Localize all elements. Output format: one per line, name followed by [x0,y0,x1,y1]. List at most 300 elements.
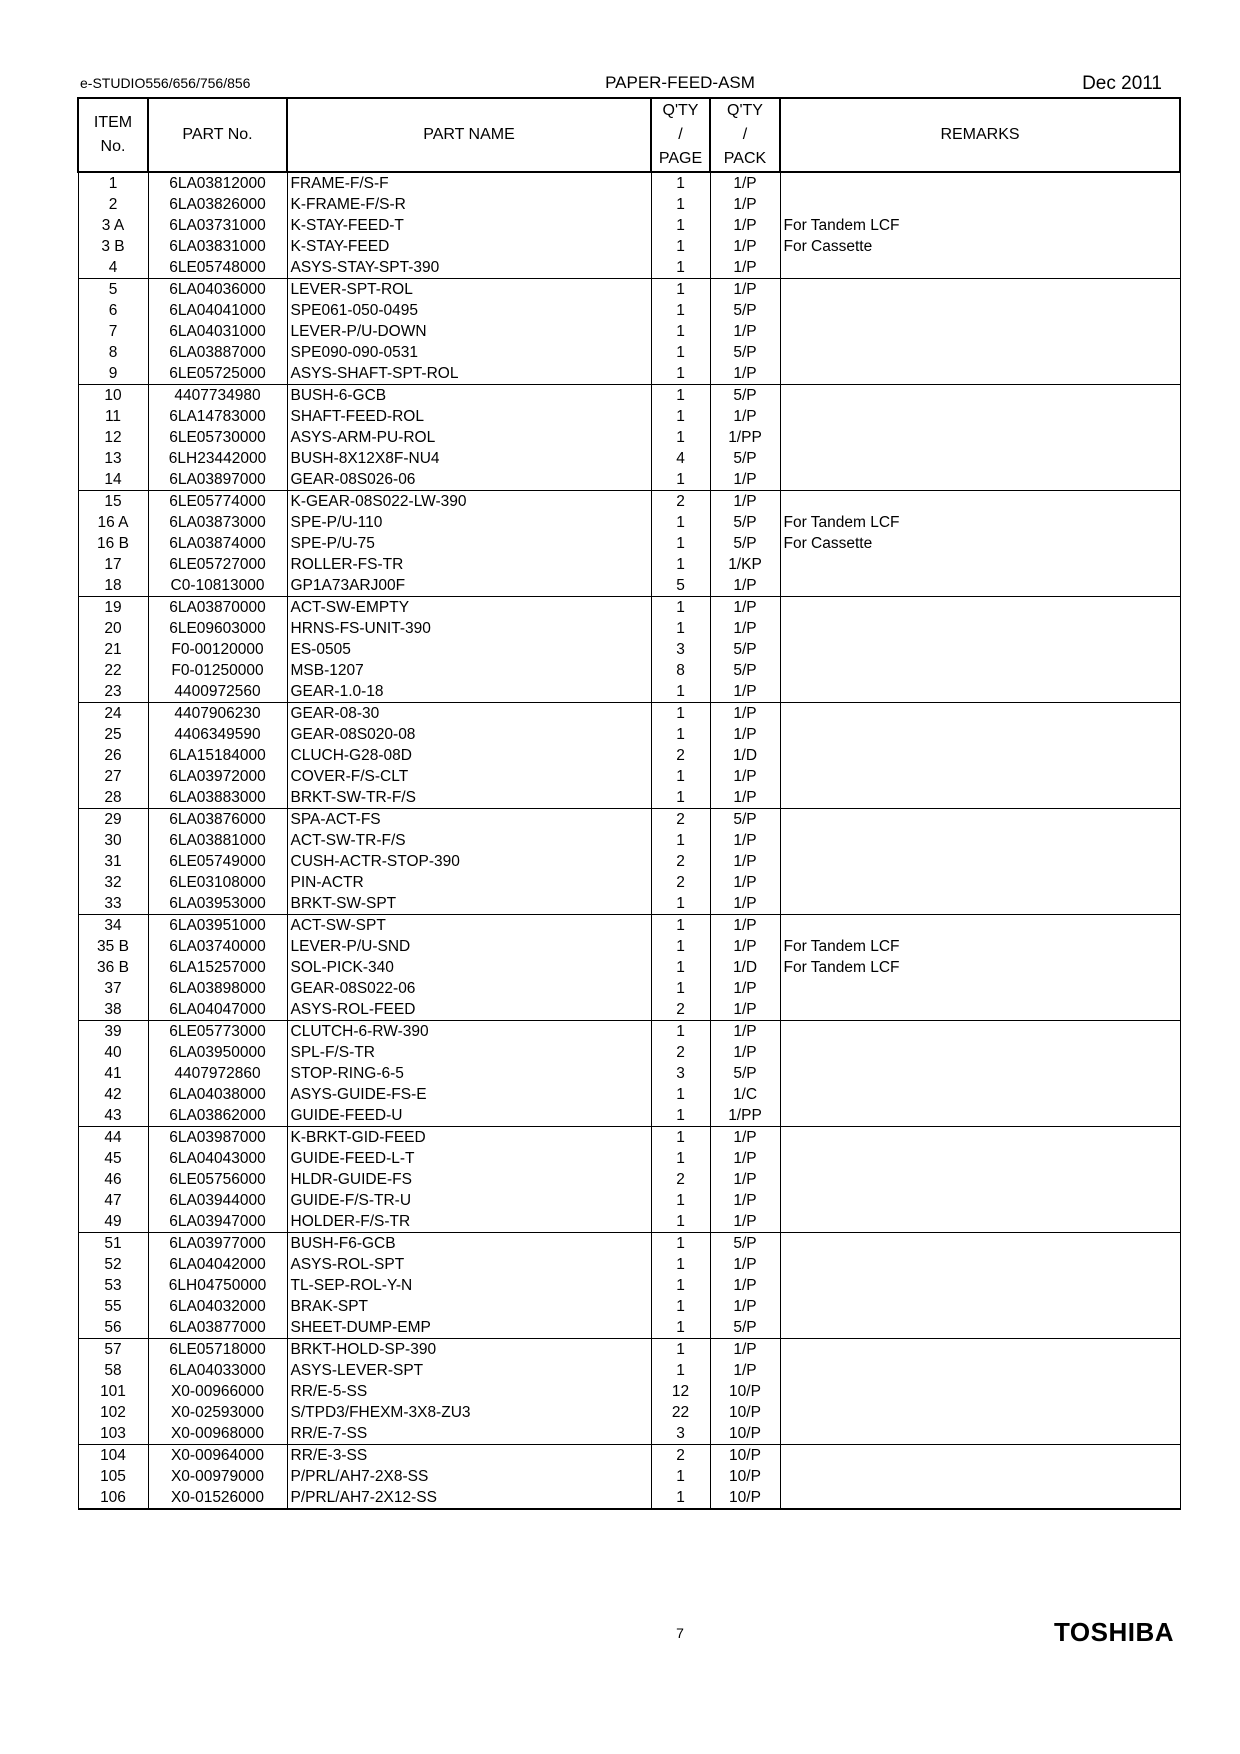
section-title: PAPER-FEED-ASM [605,73,755,92]
table-row [78,448,1180,469]
table-row [78,618,1180,639]
cell-item-no: 15 [78,491,148,513]
cell-part-no: 6LE05749000 [148,851,287,872]
table-row [78,1360,1180,1381]
col-header-item [78,98,148,172]
cell-part-name: GUIDE-FEED-U [287,1105,651,1127]
table-row [78,1042,1180,1063]
table-row [78,936,1180,957]
col-header-qty-pack [710,98,780,172]
cell-qty-pack: 1/P [710,279,780,301]
cell-part-no: 6LE05730000 [148,427,287,448]
cell-remarks [780,575,1180,597]
cell-part-no: 6LA03953000 [148,893,287,915]
cell-part-no: 6LE03108000 [148,872,287,893]
cell-remarks [780,766,1180,787]
cell-qty-pack: 1/P [710,491,780,513]
cell-item-no: 5 [78,279,148,301]
cell-part-name: SPE090-090-0531 [287,342,651,363]
cell-part-no: 6LA03870000 [148,597,287,619]
cell-qty-page: 1 [651,1466,710,1487]
cell-qty-pack: 1/P [710,1127,780,1149]
cell-qty-page: 1 [651,236,710,257]
cell-remarks [780,1339,1180,1361]
table-row [78,385,1180,407]
cell-part-name: ACT-SW-TR-F/S [287,830,651,851]
cell-qty-pack: 10/P [710,1402,780,1423]
table-row [78,512,1180,533]
cell-part-no: X0-02593000 [148,1402,287,1423]
cell-qty-pack: 1/P [710,597,780,619]
cell-qty-pack: 10/P [710,1466,780,1487]
cell-remarks [780,279,1180,301]
cell-remarks [780,469,1180,491]
cell-qty-page: 1 [651,1487,710,1509]
cell-remarks [780,618,1180,639]
cell-part-no: 6LA03898000 [148,978,287,999]
cell-part-name: SHAFT-FEED-ROL [287,406,651,427]
cell-item-no: 30 [78,830,148,851]
cell-part-name: ASYS-STAY-SPT-390 [287,257,651,279]
cell-part-no: 6LA03826000 [148,194,287,215]
cell-qty-page: 1 [651,1190,710,1211]
cell-part-no: 6LA03897000 [148,469,287,491]
cell-qty-page: 1 [651,342,710,363]
cell-qty-pack: 5/P [710,385,780,407]
table-body [78,172,1180,1509]
cell-qty-pack: 1/P [710,321,780,342]
cell-item-no: 2 [78,194,148,215]
table-row [78,1190,1180,1211]
cell-remarks [780,554,1180,575]
cell-part-no: 6LA03881000 [148,830,287,851]
cell-qty-pack: 5/P [710,342,780,363]
cell-qty-page: 1 [651,978,710,999]
cell-qty-page: 1 [651,830,710,851]
cell-remarks [780,1254,1180,1275]
cell-part-name: SPE-P/U-75 [287,533,651,554]
cell-qty-page: 2 [651,491,710,513]
cell-remarks [780,1190,1180,1211]
table-header [78,98,1180,172]
cell-qty-page: 1 [651,1233,710,1255]
cell-item-no: 53 [78,1275,148,1296]
cell-item-no: 37 [78,978,148,999]
cell-part-no: X0-00979000 [148,1466,287,1487]
cell-item-no: 51 [78,1233,148,1255]
cell-qty-page: 8 [651,660,710,681]
table-row [78,639,1180,660]
cell-qty-page: 1 [651,936,710,957]
page-number: 7 [676,1625,684,1641]
cell-qty-page: 1 [651,1254,710,1275]
table-row [78,1275,1180,1296]
cell-item-no: 46 [78,1169,148,1190]
table-row [78,787,1180,809]
table-row [78,427,1180,448]
cell-remarks [780,385,1180,407]
table-row [78,194,1180,215]
cell-qty-pack: 1/P [710,1169,780,1190]
cell-qty-pack: 1/P [710,1211,780,1233]
cell-remarks [780,999,1180,1021]
cell-qty-pack: 5/P [710,533,780,554]
cell-part-no: 6LH23442000 [148,448,287,469]
cell-qty-pack: 1/P [710,787,780,809]
cell-part-name: TL-SEP-ROL-Y-N [287,1275,651,1296]
cell-qty-pack: 1/PP [710,1105,780,1127]
cell-part-name: P/PRL/AH7-2X8-SS [287,1466,651,1487]
table-row [78,915,1180,937]
cell-part-name: GEAR-08-30 [287,703,651,725]
table-row [78,1445,1180,1467]
cell-part-no: 4407734980 [148,385,287,407]
cell-qty-page: 1 [651,469,710,491]
col-header-part-no: PART No. [148,98,287,172]
table-row [78,766,1180,787]
cell-qty-page: 1 [651,406,710,427]
cell-item-no: 55 [78,1296,148,1317]
cell-remarks [780,1402,1180,1423]
cell-part-name: SPE-P/U-110 [287,512,651,533]
cell-part-name: ACT-SW-EMPTY [287,597,651,619]
cell-item-no: 105 [78,1466,148,1487]
cell-qty-page: 22 [651,1402,710,1423]
cell-remarks [780,745,1180,766]
cell-qty-page: 1 [651,385,710,407]
cell-remarks: For Cassette [780,236,1180,257]
cell-part-no: 6LE05718000 [148,1339,287,1361]
cell-part-no: 6LH04750000 [148,1275,287,1296]
table-row [78,321,1180,342]
cell-part-name: BRKT-SW-SPT [287,893,651,915]
cell-part-name: S/TPD3/FHEXM-3X8-ZU3 [287,1402,651,1423]
cell-qty-pack: 1/P [710,194,780,215]
cell-qty-page: 1 [651,703,710,725]
cell-item-no: 102 [78,1402,148,1423]
cell-item-no: 38 [78,999,148,1021]
cell-remarks [780,194,1180,215]
cell-qty-pack: 1/P [710,872,780,893]
table-row [78,703,1180,725]
cell-item-no: 10 [78,385,148,407]
cell-item-no: 29 [78,809,148,831]
cell-remarks: For Cassette [780,533,1180,554]
table-row [78,491,1180,513]
cell-item-no: 17 [78,554,148,575]
table-row [78,957,1180,978]
cell-part-name: K-STAY-FEED [287,236,651,257]
cell-remarks [780,639,1180,660]
table-row [78,745,1180,766]
cell-item-no: 3 A [78,215,148,236]
cell-part-name: ASYS-ARM-PU-ROL [287,427,651,448]
cell-part-name: GEAR-1.0-18 [287,681,651,703]
cell-part-no: 6LA03876000 [148,809,287,831]
cell-part-no: F0-00120000 [148,639,287,660]
table-row [78,1466,1180,1487]
cell-item-no: 106 [78,1487,148,1509]
cell-part-name: ASYS-ROL-SPT [287,1254,651,1275]
cell-item-no: 22 [78,660,148,681]
table-row [78,830,1180,851]
cell-qty-page: 2 [651,999,710,1021]
cell-part-name: RR/E-7-SS [287,1423,651,1445]
cell-remarks [780,300,1180,321]
cell-qty-pack: 1/C [710,1084,780,1105]
cell-part-no: 6LA03873000 [148,512,287,533]
cell-part-name: BRKT-HOLD-SP-390 [287,1339,651,1361]
cell-qty-page: 1 [651,787,710,809]
cell-qty-page: 1 [651,172,710,194]
cell-qty-pack: 1/P [710,575,780,597]
cell-part-no: X0-00964000 [148,1445,287,1467]
cell-part-no: 4407906230 [148,703,287,725]
cell-part-no: X0-00968000 [148,1423,287,1445]
cell-qty-pack: 10/P [710,1423,780,1445]
cell-item-no: 40 [78,1042,148,1063]
cell-qty-pack: 1/P [710,978,780,999]
table-row [78,809,1180,831]
cell-part-name: RR/E-5-SS [287,1381,651,1402]
cell-qty-pack: 10/P [710,1381,780,1402]
cell-item-no: 8 [78,342,148,363]
cell-part-name: SPE061-050-0495 [287,300,651,321]
cell-part-no: 6LA03883000 [148,787,287,809]
cell-part-name: MSB-1207 [287,660,651,681]
cell-qty-pack: 1/P [710,915,780,937]
cell-part-name: STOP-RING-6-5 [287,1063,651,1084]
cell-item-no: 49 [78,1211,148,1233]
cell-part-no: 6LE05727000 [148,554,287,575]
cell-part-no: 6LA04033000 [148,1360,287,1381]
cell-qty-pack: 1/P [710,724,780,745]
cell-item-no: 12 [78,427,148,448]
cell-part-no: 6LE05774000 [148,491,287,513]
cell-qty-page: 5 [651,575,710,597]
cell-part-no: 6LA03947000 [148,1211,287,1233]
cell-part-no: 6LA03977000 [148,1233,287,1255]
table-row [78,575,1180,597]
table-row [78,1254,1180,1275]
table-row [78,1211,1180,1233]
cell-part-no: 6LA03987000 [148,1127,287,1149]
cell-qty-page: 1 [651,1211,710,1233]
cell-item-no: 21 [78,639,148,660]
cell-part-name: P/PRL/AH7-2X12-SS [287,1487,651,1509]
cell-qty-page: 1 [651,766,710,787]
cell-remarks [780,597,1180,619]
cell-qty-pack: 5/P [710,660,780,681]
cell-part-no: 6LA04036000 [148,279,287,301]
table-row [78,1084,1180,1105]
cell-part-no: 4400972560 [148,681,287,703]
cell-remarks [780,1423,1180,1445]
cell-qty-pack: 1/P [710,1254,780,1275]
cell-qty-pack: 1/P [710,172,780,194]
cell-qty-page: 1 [651,1021,710,1043]
cell-item-no: 1 [78,172,148,194]
cell-item-no: 14 [78,469,148,491]
cell-part-no: 6LA03887000 [148,342,287,363]
cell-qty-pack: 1/P [710,236,780,257]
cell-remarks [780,1360,1180,1381]
col-header-remarks: REMARKS [780,98,1180,172]
cell-qty-page: 1 [651,681,710,703]
cell-part-name: ASYS-ROL-FEED [287,999,651,1021]
cell-part-no: 6LA04032000 [148,1296,287,1317]
cell-item-no: 43 [78,1105,148,1127]
revision-date: Dec 2011 [1082,73,1162,94]
cell-qty-page: 1 [651,257,710,279]
cell-item-no: 44 [78,1127,148,1149]
table-row [78,342,1180,363]
cell-qty-page: 1 [651,300,710,321]
cell-remarks [780,1275,1180,1296]
cell-part-name: HLDR-GUIDE-FS [287,1169,651,1190]
cell-remarks [780,1296,1180,1317]
table-row [78,236,1180,257]
table-row [78,660,1180,681]
cell-part-name: GP1A73ARJ00F [287,575,651,597]
cell-remarks [780,660,1180,681]
cell-part-name: SPA-ACT-FS [287,809,651,831]
cell-qty-page: 1 [651,1148,710,1169]
table-row [78,893,1180,915]
cell-remarks [780,1105,1180,1127]
cell-remarks [780,809,1180,831]
cell-part-no: 6LA03812000 [148,172,287,194]
cell-item-no: 20 [78,618,148,639]
table-row [78,597,1180,619]
cell-qty-pack: 5/P [710,639,780,660]
cell-qty-pack: 1/P [710,893,780,915]
cell-qty-page: 1 [651,215,710,236]
cell-part-no: 6LA04041000 [148,300,287,321]
col-header-item-l1: ITEM [93,114,133,131]
cell-part-no: 6LA04047000 [148,999,287,1021]
cell-part-name: GEAR-08S020-08 [287,724,651,745]
cell-item-no: 25 [78,724,148,745]
cell-remarks [780,406,1180,427]
cell-part-name: K-BRKT-GID-FEED [287,1127,651,1149]
cell-remarks [780,1211,1180,1233]
cell-qty-page: 3 [651,1063,710,1084]
col-header-qty-pack-l3: PACK [723,150,767,167]
cell-item-no: 39 [78,1021,148,1043]
cell-qty-pack: 1/P [710,215,780,236]
col-header-qty-page [651,98,710,172]
cell-qty-pack: 1/P [710,257,780,279]
cell-part-no: 6LE05725000 [148,363,287,385]
cell-item-no: 9 [78,363,148,385]
cell-remarks [780,491,1180,513]
cell-item-no: 4 [78,257,148,279]
cell-qty-pack: 1/P [710,1148,780,1169]
cell-part-name: ACT-SW-SPT [287,915,651,937]
cell-qty-page: 2 [651,745,710,766]
cell-remarks [780,915,1180,937]
cell-qty-page: 1 [651,533,710,554]
cell-qty-page: 1 [651,427,710,448]
cell-part-name: BUSH-6-GCB [287,385,651,407]
cell-qty-pack: 1/P [710,1021,780,1043]
cell-item-no: 52 [78,1254,148,1275]
cell-part-name: SHEET-DUMP-EMP [287,1317,651,1339]
cell-item-no: 16 A [78,512,148,533]
cell-remarks: For Tandem LCF [780,512,1180,533]
cell-qty-pack: 1/P [710,1275,780,1296]
table-row [78,681,1180,703]
cell-qty-page: 1 [651,554,710,575]
cell-qty-pack: 1/P [710,766,780,787]
cell-remarks: For Tandem LCF [780,215,1180,236]
cell-item-no: 27 [78,766,148,787]
cell-qty-pack: 1/P [710,406,780,427]
table-row [78,872,1180,893]
col-header-part-name: PART NAME [287,98,651,172]
cell-part-no: 6LA03874000 [148,533,287,554]
cell-part-name: ES-0505 [287,639,651,660]
cell-qty-pack: 5/P [710,512,780,533]
cell-remarks [780,172,1180,194]
cell-qty-page: 1 [651,1317,710,1339]
table-row [78,1105,1180,1127]
table-row [78,1169,1180,1190]
cell-item-no: 35 B [78,936,148,957]
col-header-item-l2: No. [100,138,126,155]
cell-part-name: GEAR-08S022-06 [287,978,651,999]
cell-qty-pack: 1/P [710,363,780,385]
table-row [78,724,1180,745]
col-header-qty-page-l3: PAGE [658,150,703,167]
cell-part-name: SPL-F/S-TR [287,1042,651,1063]
cell-part-name: K-STAY-FEED-T [287,215,651,236]
cell-part-no: 6LA03862000 [148,1105,287,1127]
cell-item-no: 42 [78,1084,148,1105]
parts-list-table [77,97,1181,1510]
cell-remarks [780,893,1180,915]
cell-remarks [780,1063,1180,1084]
cell-item-no: 103 [78,1423,148,1445]
table-row [78,279,1180,301]
cell-qty-page: 3 [651,1423,710,1445]
cell-part-name: K-FRAME-F/S-R [287,194,651,215]
cell-qty-pack: 1/P [710,1190,780,1211]
cell-item-no: 47 [78,1190,148,1211]
cell-qty-page: 2 [651,851,710,872]
cell-part-no: 6LA15257000 [148,957,287,978]
cell-qty-page: 1 [651,1105,710,1127]
cell-qty-pack: 1/P [710,681,780,703]
cell-part-name: SOL-PICK-340 [287,957,651,978]
table-row [78,406,1180,427]
cell-item-no: 24 [78,703,148,725]
cell-remarks [780,1127,1180,1149]
cell-remarks [780,1233,1180,1255]
table-row [78,215,1180,236]
cell-remarks [780,1381,1180,1402]
cell-qty-pack: 1/P [710,830,780,851]
cell-qty-page: 2 [651,1169,710,1190]
cell-part-no: 6LE05748000 [148,257,287,279]
cell-part-name: GEAR-08S026-06 [287,469,651,491]
cell-qty-page: 1 [651,512,710,533]
cell-qty-page: 1 [651,724,710,745]
cell-part-name: HOLDER-F/S-TR [287,1211,651,1233]
cell-qty-pack: 1/P [710,469,780,491]
cell-part-no: 6LA03950000 [148,1042,287,1063]
